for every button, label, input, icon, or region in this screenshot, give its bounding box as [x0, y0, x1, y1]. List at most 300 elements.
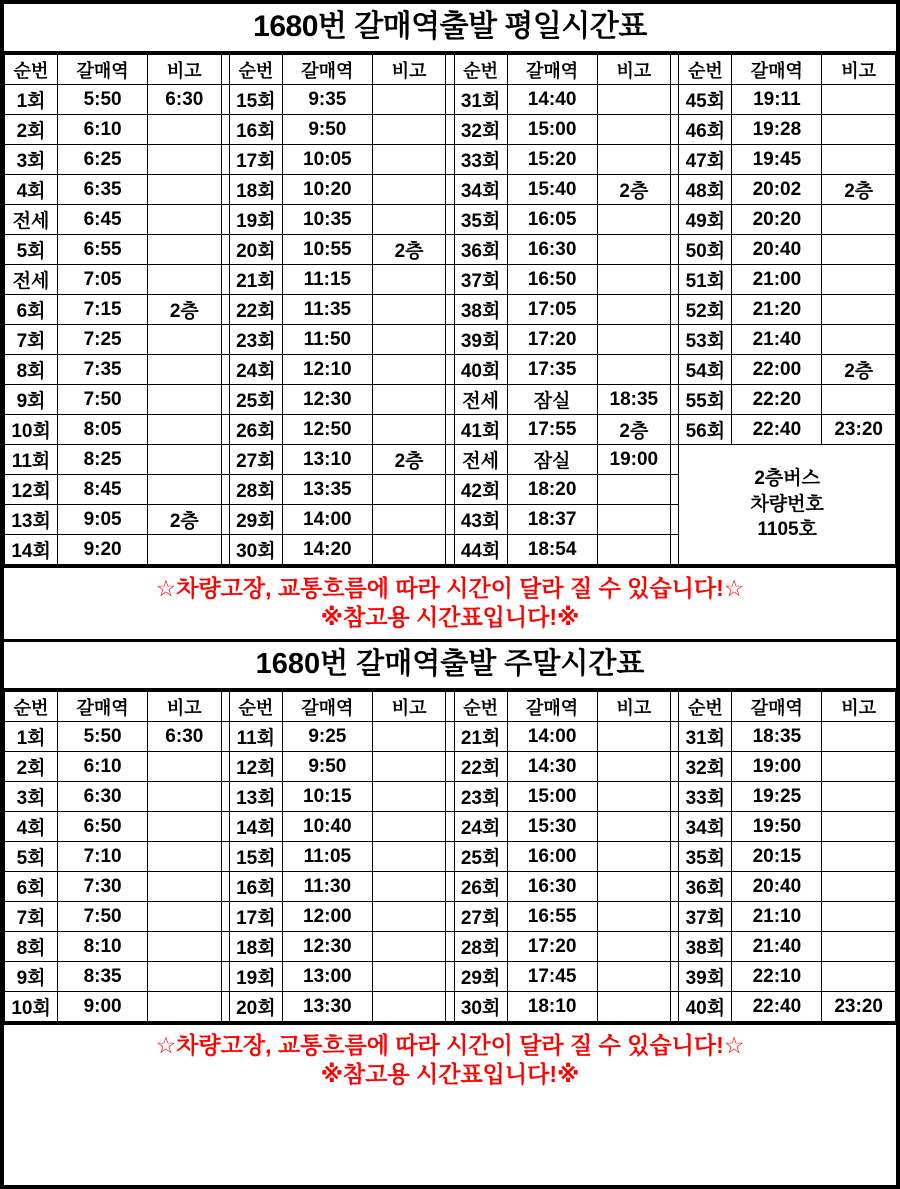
cell-seq: 5회 [5, 842, 58, 872]
cell-time: 6:30 [58, 782, 148, 812]
cell-seq: 23회 [454, 782, 507, 812]
cell-time: 11:15 [282, 265, 372, 295]
header-note-1: 비고 [148, 692, 222, 722]
cell-seq: 24회 [454, 812, 507, 842]
cell-time: 19:00 [732, 752, 822, 782]
cell-time: 17:05 [507, 295, 597, 325]
column-gutter [671, 752, 679, 782]
cell-note: 2층 [822, 355, 896, 385]
cell-seq: 47회 [679, 145, 732, 175]
cell-seq: 33회 [679, 782, 732, 812]
cell-time: 20:40 [732, 872, 822, 902]
header-seq-3: 순번 [454, 55, 507, 85]
cell-note [597, 902, 671, 932]
column-gutter [221, 782, 229, 812]
cell-note [597, 145, 671, 175]
cell-seq: 24회 [229, 355, 282, 385]
column-gutter [671, 902, 679, 932]
cell-time: 18:35 [732, 722, 822, 752]
table-row [5, 932, 896, 962]
column-gutter [671, 722, 679, 752]
column-gutter [446, 782, 454, 812]
cell-note: 2층 [372, 235, 446, 265]
cell-note [372, 535, 446, 565]
cell-note [597, 475, 671, 505]
cell-time: 21:00 [732, 265, 822, 295]
cell-time: 잠실 [507, 445, 597, 475]
cell-seq: 49회 [679, 205, 732, 235]
cell-note [822, 782, 896, 812]
header-note-1: 비고 [148, 55, 222, 85]
cell-time: 15:20 [507, 145, 597, 175]
cell-time: 21:40 [732, 932, 822, 962]
cell-note [148, 812, 222, 842]
cell-note [597, 355, 671, 385]
cell-note [822, 872, 896, 902]
cell-seq: 20회 [229, 235, 282, 265]
column-gutter [221, 752, 229, 782]
weekend-notice [4, 1022, 896, 1096]
cell-note: 2층 [148, 295, 222, 325]
cell-seq: 48회 [679, 175, 732, 205]
cell-note [148, 842, 222, 872]
notice-line-2: ※참고용 시간표입니다!※ [320, 1061, 580, 1088]
header-seq-4: 순번 [679, 692, 732, 722]
cell-note: 6:30 [148, 722, 222, 752]
cell-time: 21:10 [732, 902, 822, 932]
cell-time: 20:40 [732, 235, 822, 265]
cell-time: 7:15 [58, 295, 148, 325]
cell-seq: 40회 [679, 992, 732, 1022]
cell-time: 6:45 [58, 205, 148, 235]
cell-time: 11:35 [282, 295, 372, 325]
header-seq-4: 순번 [679, 55, 732, 85]
cell-seq: 18회 [229, 932, 282, 962]
cell-time: 7:50 [58, 385, 148, 415]
cell-seq: 43회 [454, 505, 507, 535]
cell-time: 9:05 [58, 505, 148, 535]
cell-time: 6:10 [58, 115, 148, 145]
cell-seq: 37회 [679, 902, 732, 932]
table-row [5, 872, 896, 902]
column-gutter [446, 962, 454, 992]
cell-note: 19:00 [597, 445, 671, 475]
cell-time: 19:11 [732, 85, 822, 115]
cell-note [148, 872, 222, 902]
cell-note [372, 115, 446, 145]
table-row [5, 962, 896, 992]
cell-seq: 56회 [679, 415, 732, 445]
cell-note [597, 812, 671, 842]
cell-time: 19:45 [732, 145, 822, 175]
column-gutter [671, 692, 679, 722]
header-note-3: 비고 [597, 55, 671, 85]
column-gutter [446, 175, 454, 205]
cell-time: 16:50 [507, 265, 597, 295]
column-gutter [221, 85, 229, 115]
cell-time: 22:00 [732, 355, 822, 385]
cell-time: 9:50 [282, 115, 372, 145]
cell-time: 12:10 [282, 355, 372, 385]
column-gutter [446, 385, 454, 415]
table-row [5, 842, 896, 872]
cell-note [372, 872, 446, 902]
table-row [5, 415, 896, 445]
column-gutter [671, 205, 679, 235]
cell-time: 12:00 [282, 902, 372, 932]
cell-time: 22:40 [732, 992, 822, 1022]
header-seq-2: 순번 [229, 55, 282, 85]
cell-time: 7:25 [58, 325, 148, 355]
column-gutter [446, 535, 454, 565]
cell-time: 13:00 [282, 962, 372, 992]
cell-time: 15:40 [507, 175, 597, 205]
cell-seq: 7회 [5, 902, 58, 932]
table-row [5, 325, 896, 355]
cell-seq: 38회 [454, 295, 507, 325]
cell-note [822, 902, 896, 932]
header-station-4: 갈매역 [732, 692, 822, 722]
cell-seq: 45회 [679, 85, 732, 115]
header-note-3: 비고 [597, 692, 671, 722]
bus-info-note [679, 445, 896, 565]
cell-seq: 27회 [229, 445, 282, 475]
column-gutter [221, 692, 229, 722]
cell-seq: 37회 [454, 265, 507, 295]
cell-seq: 29회 [454, 962, 507, 992]
cell-seq: 12회 [5, 475, 58, 505]
cell-seq: 35회 [679, 842, 732, 872]
table-row [5, 265, 896, 295]
cell-note [597, 722, 671, 752]
column-gutter [446, 295, 454, 325]
cell-note [148, 475, 222, 505]
column-gutter [446, 692, 454, 722]
cell-time: 17:20 [507, 932, 597, 962]
cell-seq: 4회 [5, 175, 58, 205]
cell-time: 12:30 [282, 385, 372, 415]
column-gutter [671, 812, 679, 842]
header-station-3: 갈매역 [507, 55, 597, 85]
column-gutter [671, 415, 679, 445]
header-station-1: 갈매역 [58, 55, 148, 85]
cell-seq: 10회 [5, 992, 58, 1022]
column-gutter [221, 325, 229, 355]
cell-note [372, 902, 446, 932]
table-row [5, 782, 896, 812]
cell-seq: 전세 [5, 205, 58, 235]
cell-note [148, 265, 222, 295]
table-row [5, 445, 896, 475]
cell-time: 11:30 [282, 872, 372, 902]
cell-seq: 11회 [229, 722, 282, 752]
cell-note [372, 812, 446, 842]
table-row [5, 355, 896, 385]
cell-time: 20:20 [732, 205, 822, 235]
column-gutter [446, 145, 454, 175]
cell-note [822, 962, 896, 992]
column-gutter [446, 415, 454, 445]
cell-note [597, 842, 671, 872]
cell-seq: 23회 [229, 325, 282, 355]
cell-seq: 11회 [5, 445, 58, 475]
notice-line-2: ※참고용 시간표입니다!※ [320, 603, 580, 630]
table-row [5, 902, 896, 932]
cell-note [372, 265, 446, 295]
cell-seq: 2회 [5, 752, 58, 782]
cell-time: 11:50 [282, 325, 372, 355]
cell-time: 18:20 [507, 475, 597, 505]
cell-seq: 39회 [679, 962, 732, 992]
table-row [5, 812, 896, 842]
cell-note [597, 235, 671, 265]
header-note-4: 비고 [822, 55, 896, 85]
cell-seq: 32회 [679, 752, 732, 782]
cell-note [822, 235, 896, 265]
column-gutter [671, 235, 679, 265]
cell-time: 16:30 [507, 235, 597, 265]
cell-note [822, 115, 896, 145]
column-gutter [221, 205, 229, 235]
bus-info-line-2: 차량번호 [750, 493, 824, 515]
bus-info-line-1: 2층버스 [754, 468, 820, 490]
notice-line-1: ☆차량고장, 교통흐름에 따라 시간이 달라 질 수 있습니다!☆ [155, 575, 745, 601]
cell-note [597, 115, 671, 145]
cell-time: 16:05 [507, 205, 597, 235]
cell-time: 8:05 [58, 415, 148, 445]
cell-note [597, 932, 671, 962]
column-gutter [221, 722, 229, 752]
cell-seq: 44회 [454, 535, 507, 565]
cell-note: 18:35 [597, 385, 671, 415]
header-note-2: 비고 [372, 55, 446, 85]
cell-time: 14:40 [507, 85, 597, 115]
cell-seq: 30회 [454, 992, 507, 1022]
cell-time: 6:25 [58, 145, 148, 175]
column-gutter [221, 415, 229, 445]
column-gutter [221, 145, 229, 175]
cell-seq: 1회 [5, 85, 58, 115]
column-gutter [446, 722, 454, 752]
cell-time: 9:35 [282, 85, 372, 115]
column-gutter [671, 782, 679, 812]
cell-note: 23:20 [822, 415, 896, 445]
cell-time: 14:30 [507, 752, 597, 782]
table-row [5, 205, 896, 235]
cell-time: 14:00 [507, 722, 597, 752]
cell-note [148, 535, 222, 565]
cell-seq: 9회 [5, 962, 58, 992]
table-row [5, 145, 896, 175]
cell-note [822, 842, 896, 872]
cell-seq: 8회 [5, 932, 58, 962]
cell-time: 7:10 [58, 842, 148, 872]
table-row [5, 722, 896, 752]
cell-seq: 34회 [454, 175, 507, 205]
cell-seq: 28회 [454, 932, 507, 962]
column-gutter [221, 445, 229, 475]
cell-note [148, 175, 222, 205]
column-gutter [671, 145, 679, 175]
cell-seq: 55회 [679, 385, 732, 415]
header-note-2: 비고 [372, 692, 446, 722]
cell-time: 18:54 [507, 535, 597, 565]
cell-time: 6:10 [58, 752, 148, 782]
column-gutter [221, 505, 229, 535]
column-gutter [221, 355, 229, 385]
cell-seq: 19회 [229, 962, 282, 992]
cell-note [372, 205, 446, 235]
weekend-table [4, 691, 896, 1022]
header-note-4: 비고 [822, 692, 896, 722]
column-gutter [671, 962, 679, 992]
cell-time: 16:00 [507, 842, 597, 872]
weekend-title: 1680번 갈매역출발 주말시간표 [4, 642, 896, 692]
column-gutter [671, 295, 679, 325]
column-gutter [221, 535, 229, 565]
cell-seq: 39회 [454, 325, 507, 355]
cell-seq: 13회 [229, 782, 282, 812]
cell-seq: 7회 [5, 325, 58, 355]
cell-note [148, 932, 222, 962]
cell-seq: 22회 [229, 295, 282, 325]
header-station-4: 갈매역 [732, 55, 822, 85]
cell-time: 6:50 [58, 812, 148, 842]
cell-time: 6:35 [58, 175, 148, 205]
cell-note: 23:20 [822, 992, 896, 1022]
cell-time: 8:35 [58, 962, 148, 992]
cell-note [148, 445, 222, 475]
column-gutter [671, 445, 679, 475]
column-gutter [671, 175, 679, 205]
column-gutter [671, 872, 679, 902]
column-gutter [221, 175, 229, 205]
column-gutter [221, 812, 229, 842]
column-gutter [671, 325, 679, 355]
cell-time: 9:00 [58, 992, 148, 1022]
cell-time: 19:25 [732, 782, 822, 812]
cell-seq: 8회 [5, 355, 58, 385]
cell-time: 5:50 [58, 722, 148, 752]
cell-seq: 전세 [5, 265, 58, 295]
cell-seq: 30회 [229, 535, 282, 565]
table-row [5, 175, 896, 205]
cell-seq: 4회 [5, 812, 58, 842]
cell-seq: 50회 [679, 235, 732, 265]
cell-note [148, 205, 222, 235]
cell-note [822, 752, 896, 782]
cell-seq: 29회 [229, 505, 282, 535]
cell-seq: 22회 [454, 752, 507, 782]
cell-time: 18:37 [507, 505, 597, 535]
cell-seq: 25회 [454, 842, 507, 872]
cell-note [372, 295, 446, 325]
cell-seq: 17회 [229, 902, 282, 932]
column-gutter [221, 475, 229, 505]
cell-note [372, 85, 446, 115]
cell-note [148, 115, 222, 145]
column-gutter [671, 115, 679, 145]
weekday-table-wrap [4, 54, 896, 565]
cell-time: 7:50 [58, 902, 148, 932]
cell-note [372, 752, 446, 782]
cell-seq: 17회 [229, 145, 282, 175]
cell-seq: 14회 [5, 535, 58, 565]
cell-time: 7:30 [58, 872, 148, 902]
column-gutter [446, 752, 454, 782]
cell-note [148, 325, 222, 355]
cell-time: 9:20 [58, 535, 148, 565]
column-gutter [221, 115, 229, 145]
bus-info-line-3: 1105호 [757, 519, 817, 541]
cell-time: 10:35 [282, 205, 372, 235]
cell-note [822, 265, 896, 295]
cell-note [822, 145, 896, 175]
column-gutter [671, 842, 679, 872]
cell-time: 21:20 [732, 295, 822, 325]
cell-seq: 20회 [229, 992, 282, 1022]
cell-note: 2층 [597, 175, 671, 205]
cell-time: 8:45 [58, 475, 148, 505]
cell-note [822, 932, 896, 962]
cell-note [822, 85, 896, 115]
cell-note [148, 235, 222, 265]
cell-seq: 26회 [454, 872, 507, 902]
cell-note [597, 992, 671, 1022]
column-gutter [221, 872, 229, 902]
cell-seq: 12회 [229, 752, 282, 782]
column-gutter [671, 385, 679, 415]
cell-seq: 19회 [229, 205, 282, 235]
cell-note [372, 842, 446, 872]
table-row [5, 992, 896, 1022]
cell-time: 13:35 [282, 475, 372, 505]
cell-note [372, 475, 446, 505]
cell-time: 21:40 [732, 325, 822, 355]
cell-seq: 9회 [5, 385, 58, 415]
cell-note [148, 752, 222, 782]
cell-seq: 14회 [229, 812, 282, 842]
cell-note [372, 722, 446, 752]
cell-time: 10:55 [282, 235, 372, 265]
cell-note [597, 962, 671, 992]
cell-time: 13:30 [282, 992, 372, 1022]
cell-note [372, 145, 446, 175]
cell-seq: 13회 [5, 505, 58, 535]
table-row [5, 115, 896, 145]
cell-time: 22:10 [732, 962, 822, 992]
cell-time: 6:55 [58, 235, 148, 265]
cell-seq: 42회 [454, 475, 507, 505]
cell-note: 2층 [372, 445, 446, 475]
cell-note [597, 85, 671, 115]
cell-seq: 46회 [679, 115, 732, 145]
cell-seq: 3회 [5, 145, 58, 175]
cell-seq: 33회 [454, 145, 507, 175]
column-gutter [446, 932, 454, 962]
cell-seq: 28회 [229, 475, 282, 505]
cell-note [148, 145, 222, 175]
column-gutter [446, 265, 454, 295]
cell-time: 9:50 [282, 752, 372, 782]
cell-time: 잠실 [507, 385, 597, 415]
cell-note [822, 385, 896, 415]
cell-seq: 26회 [229, 415, 282, 445]
cell-time: 14:00 [282, 505, 372, 535]
column-gutter [446, 205, 454, 235]
column-gutter [671, 55, 679, 85]
cell-seq: 6회 [5, 872, 58, 902]
